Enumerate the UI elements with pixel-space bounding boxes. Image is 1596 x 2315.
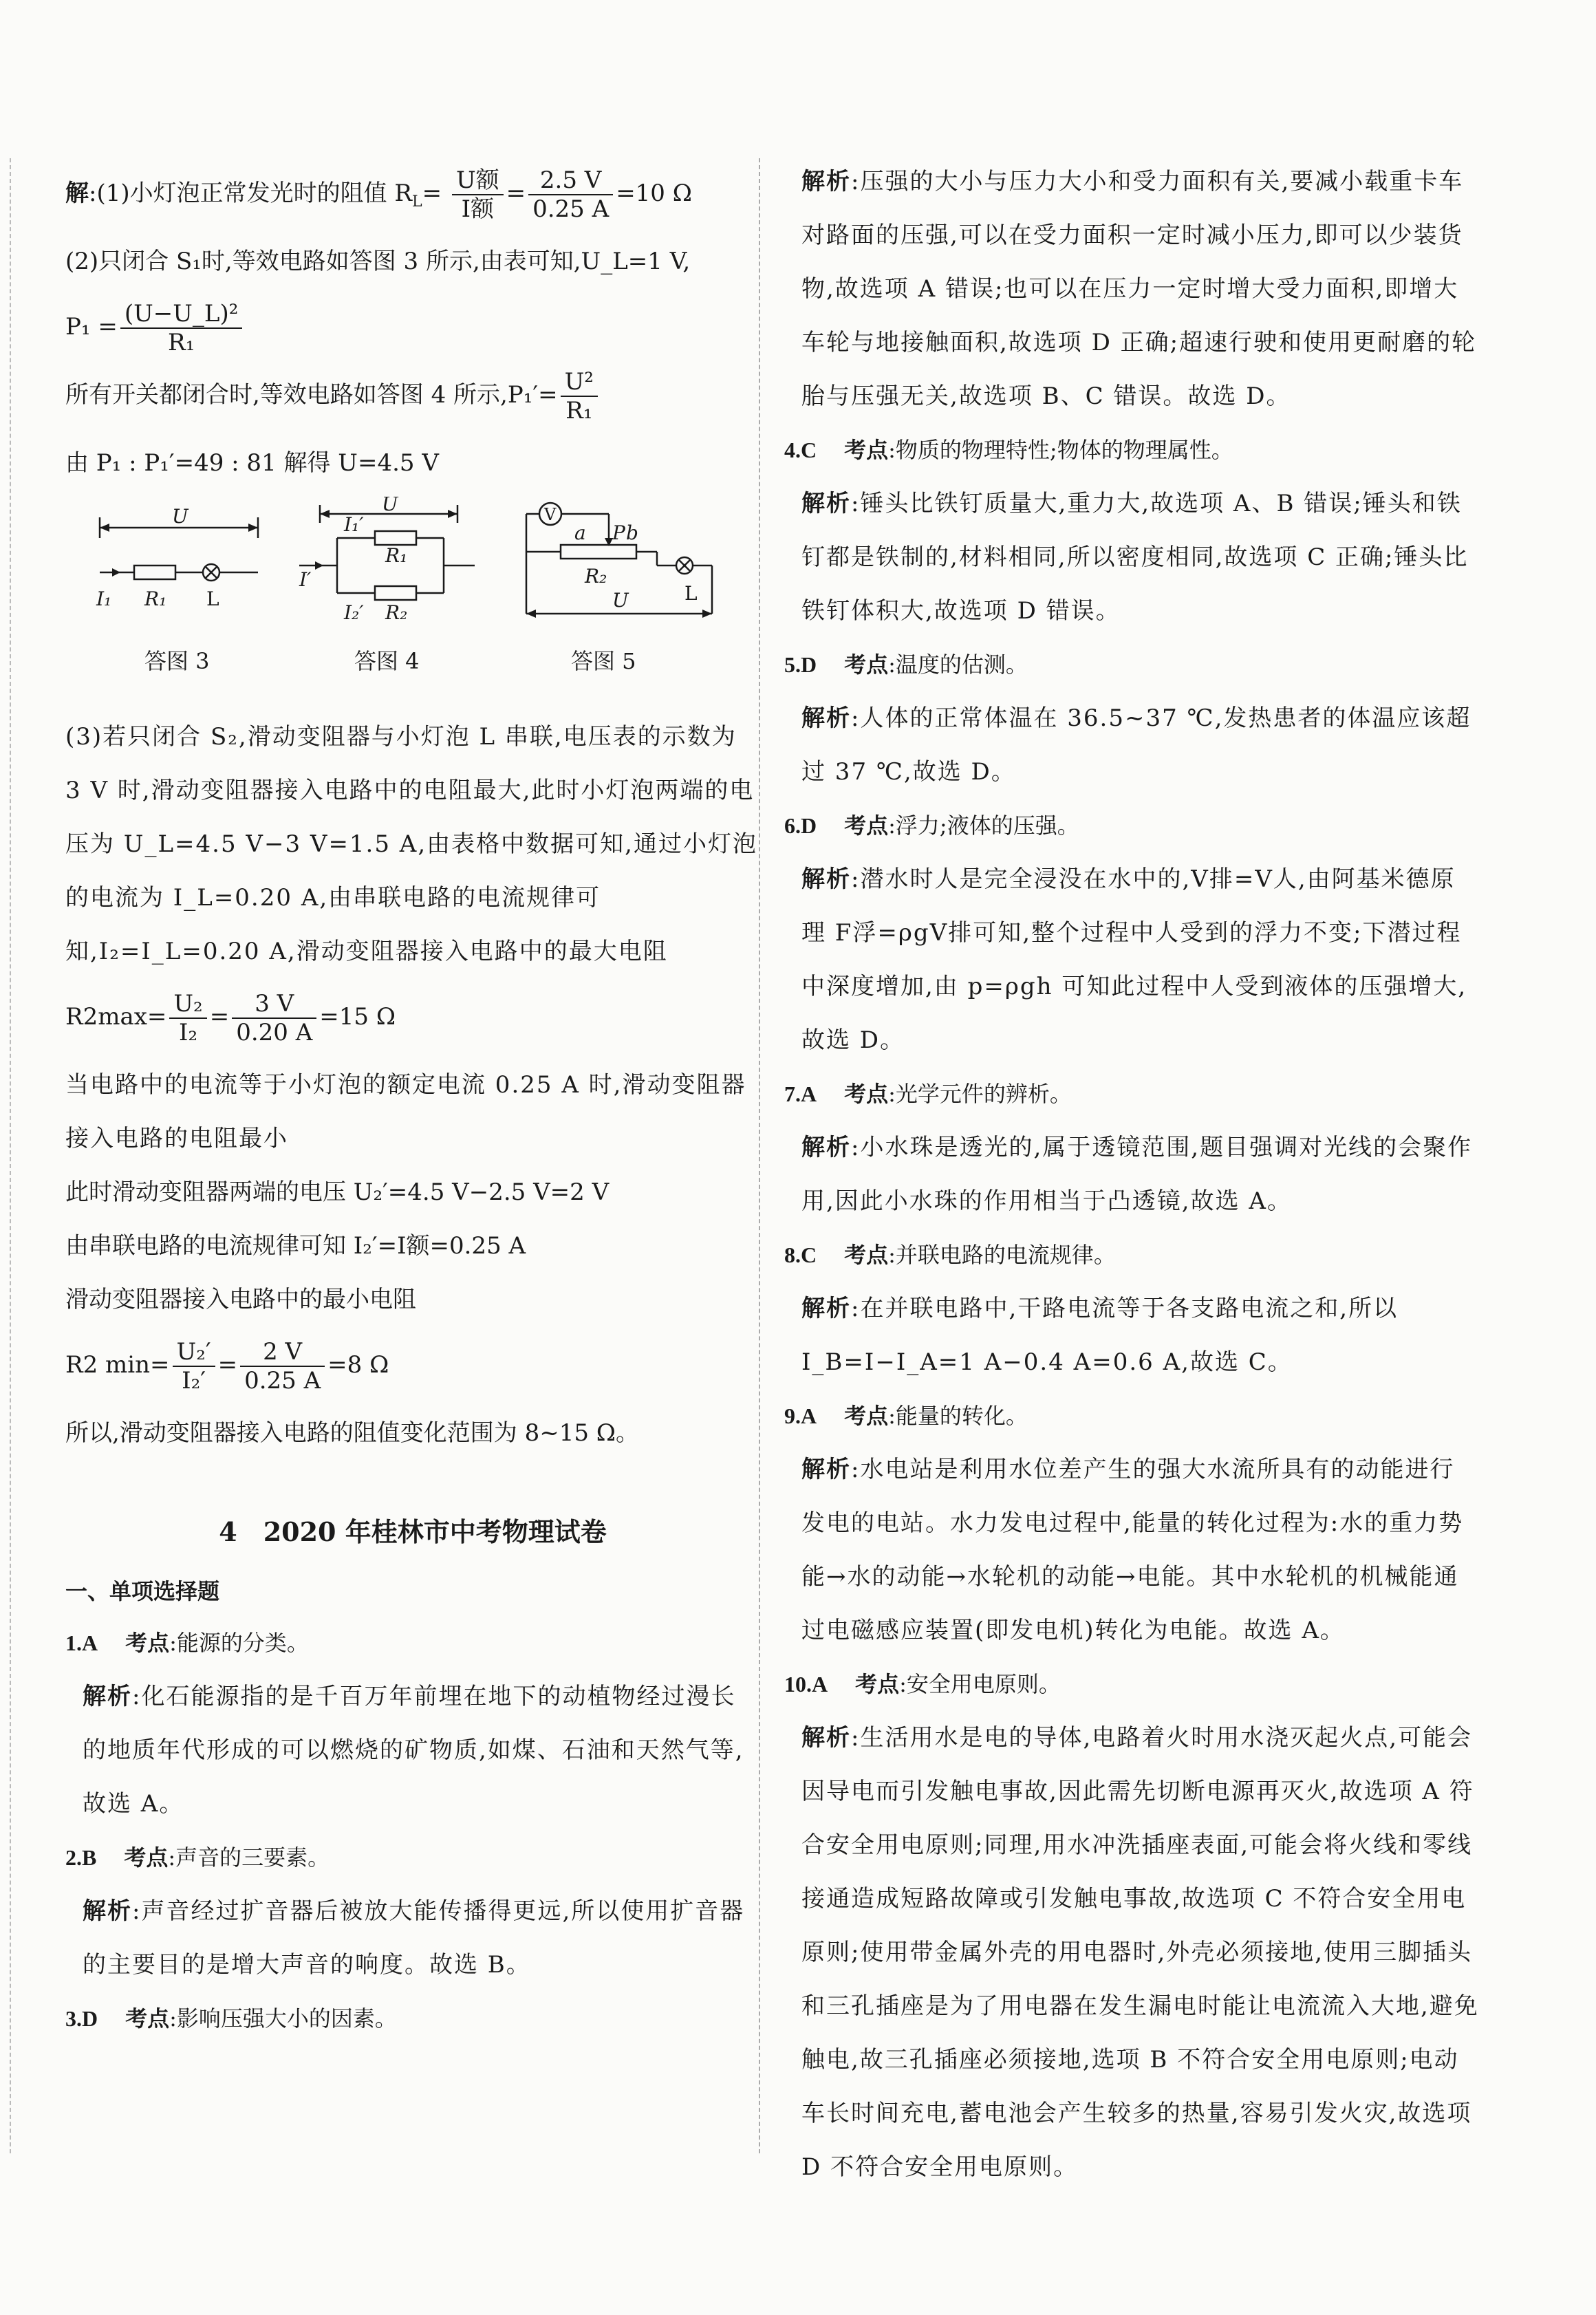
analysis-label: 解析 bbox=[801, 1456, 851, 1483]
question-1-analysis: 解析:化石能源指的是千百万年前埋在地下的动植物经过漫长的地质年代形成的可以燃烧的矿物质,如煤、石油和天然气等,故选 A。 bbox=[83, 1683, 744, 1818]
solution-para-6: 由串联电路的电流规律可知 I₂′=I额=0.25 A bbox=[65, 1232, 526, 1260]
keypoint-label: 考点 bbox=[844, 1403, 889, 1429]
result: =10 Ω bbox=[616, 180, 692, 207]
analysis-text: 人体的正常体温在 36.5~37 ℃,发热患者的体温应该超过 37 ℃,故选 D。 bbox=[801, 704, 1471, 786]
formula-p1 bbox=[65, 300, 760, 356]
formula-p1-prime bbox=[65, 368, 760, 424]
fig4-label-i2prime: I₂′ bbox=[344, 601, 364, 624]
result: =15 Ω bbox=[319, 1003, 396, 1031]
fig5-label-p: P bbox=[612, 521, 625, 544]
fraction bbox=[528, 166, 613, 223]
analysis-label: 解析 bbox=[801, 1295, 851, 1322]
fig4-label-iprime: I′ bbox=[299, 568, 312, 591]
question-7-analysis: 解析:小水珠是透光的,属于透镜范围,题目强调对光线的会聚作用,因此小水珠的作用相当于凸透镜,故选 A。 bbox=[801, 1134, 1473, 1215]
fig3-label-l: L bbox=[206, 588, 219, 610]
question-10-header bbox=[784, 1657, 1479, 1711]
solution-para-5: 此时滑动变阻器两端的电压 U₂′=4.5 V−2.5 V=2 V bbox=[65, 1178, 610, 1206]
fig4-label-u: U bbox=[382, 497, 398, 515]
analysis-text: 生活用水是电的导体,电路着火时用水浇灭起火点,可能会因导电而引发触电事故,因此需先切断电源再灭火,故选项 A 符合安全用电原则;同理,用水冲洗插座表面,可能会将火线和零线接通造成短路故障或引发触电事故,故选项 C 不符合安全用电原则;使用带金属外壳的用电器时,外壳必须接地,使用三脚插头和三孔插座是为了用电器在发生漏电时能让电流流入大地,避免触电,故三孔插座必须接地,选项 B 不符合安全用电原则;电动车长时间充电,蓄电池会产生较多的热量,容易引发火灾,故选项 D 不符合安全用电原则。 bbox=[801, 1724, 1479, 2181]
fig3-label-r1: R₁ bbox=[144, 588, 167, 610]
question-3-analysis: 解析:压强的大小与压力大小和受力面积有关,要减小载重卡车对路面的压强,可以在受力面积一定时减小压力,即可以少装货物,故选项 A 错误;也可以在压力一定时增大受力面积,即增大车轮与地接触面积,故选项 D 正确;超速行驶和使用更耐磨的轮胎与压强无关,故选项 B、C 错误。故选 D。 bbox=[801, 168, 1477, 410]
solution-line-2: (2)只闭合 S₁时,等效电路如答图 3 所示,由表可知,U_L=1 V, bbox=[65, 248, 691, 275]
question-7-header bbox=[784, 1067, 1479, 1121]
analysis-text: 水电站是利用水位差产生的强大水流所具有的动能进行发电的电站。水力发电过程中,能量的转化过程为:水的重力势能→水的动能→水轮机的动能→电能。其中水轮机的机械能通过电磁感应装置(即发电机)转化为电能。故选 A。 bbox=[801, 1456, 1464, 1644]
formula-r2max: R2max= $\frac{\text{U₂}}{\text{I₂}}$ = $\frac{3 V}{0.20 A}$ =15 Ω bbox=[65, 990, 396, 1046]
question-1-header bbox=[65, 1616, 760, 1670]
question-9-header bbox=[784, 1389, 1479, 1443]
keypoint-label: 考点 bbox=[844, 1081, 889, 1107]
lhs: R2max= bbox=[65, 1003, 167, 1031]
fig5-label-b: b bbox=[626, 521, 638, 544]
subscript: L bbox=[412, 193, 422, 211]
keypoint-text: :影响压强大小的因素。 bbox=[169, 2005, 397, 2032]
fig3-caption: 答图 3 bbox=[144, 648, 210, 674]
keypoint-text: :物质的物理特性;物体的物理属性。 bbox=[888, 437, 1233, 463]
keypoint-text: :能量的转化。 bbox=[888, 1403, 1028, 1429]
formula-r2min: R2 min= $\frac{\text{U₂′}}{\text{I₂′}}$ = $\frac{2 V}{0.25 A}$ =8 Ω bbox=[65, 1338, 389, 1395]
question-10-analysis: 解析:生活用水是电的导体,电路着火时用水浇灭起火点,可能会因导电而引发触电事故,因此需先切断电源再灭火,故选项 A 符合安全用电原则;同理,用水冲洗插座表面,可能会将火线和零线接通造成短路故障或引发触电事故,故选项 C 不符合安全用电原则;使用带金属外壳的用电器时,外壳必须接地,使用三脚插头和三孔插座是为了用电器在发生漏电时能让电流流入大地,避免触电,故三孔插座必须接地,选项 B 不符合安全用电原则;电动车长时间充电,蓄电池会产生较多的热量,容易引发火灾,故选项 D 不符合安全用电原则。 bbox=[801, 1724, 1479, 2181]
circuit-diagrams bbox=[93, 497, 726, 703]
keypoint-text: :能源的分类。 bbox=[169, 1630, 309, 1656]
arrowhead bbox=[112, 568, 120, 577]
numerator: 2 V bbox=[240, 1338, 325, 1367]
fraction bbox=[120, 300, 243, 356]
numerator: 2.5 V bbox=[528, 166, 613, 195]
keypoint-label: 考点 bbox=[125, 2005, 170, 2032]
denominator: R₁ bbox=[565, 397, 593, 424]
fig5-label-l: L bbox=[684, 582, 698, 605]
numerator: U₂ bbox=[169, 990, 206, 1019]
fraction bbox=[452, 166, 504, 223]
text: 所有开关都闭合时,等效电路如答图 4 所示,P₁′= bbox=[65, 381, 558, 409]
fraction bbox=[173, 1338, 215, 1395]
solution-para-3: (3)若只闭合 S₂,滑动变阻器与小灯泡 L 串联,电压表的示数为 3 V 时,滑动变阻器接入电路中的电阻最大,此时小灯泡两端的电压为 U_L=4.5 V−3 V=1.5 A,由表格中数据可知,通过小灯泡的电流为 I_L=0.20 A,由串联电路的电流规律可知,I₂=I_L=0.20 A,滑动变阻器接入电路中的最大电阻 bbox=[65, 723, 757, 965]
analysis-label: 解析 bbox=[83, 1683, 132, 1710]
numerator: (U−U_L)² bbox=[120, 300, 243, 329]
keypoint-label: 考点 bbox=[844, 812, 889, 839]
denominator: R₁ bbox=[167, 329, 195, 356]
denominator: I₂′ bbox=[182, 1367, 206, 1395]
analysis-label: 解析 bbox=[801, 490, 851, 517]
answer-label: 解 bbox=[65, 180, 89, 207]
exam-title: 4 2020 年桂林市中考物理试卷 bbox=[219, 1516, 607, 1547]
analysis-label: 解析 bbox=[801, 865, 851, 893]
question-5-header bbox=[784, 638, 1479, 691]
fraction bbox=[240, 1338, 325, 1395]
numerator: 3 V bbox=[232, 990, 316, 1019]
margin-line bbox=[10, 158, 11, 2153]
analysis-label: 解析 bbox=[801, 1724, 851, 1752]
question-number: 7.A bbox=[784, 1081, 817, 1106]
solution-para-4: 当电路中的电流等于小灯泡的额定电流 0.25 A 时,滑动变阻器接入电路的电阻最小 bbox=[65, 1071, 746, 1152]
analysis-text: 化石能源指的是千百万年前埋在地下的动植物经过漫长的地质年代形成的可以燃烧的矿物质,如煤、石油和天然气等,故选 A。 bbox=[83, 1683, 744, 1818]
solution-line-1: 解:(1)小灯泡正常发光时的阻值 $R_L=$ $\frac{\text{U额}}{\text{I额}}$ = $\frac{2.5 V}{0.25 A}$ =10 Ω bbox=[65, 166, 692, 223]
arrowhead bbox=[320, 510, 330, 518]
question-8-header bbox=[784, 1228, 1479, 1282]
fraction bbox=[169, 990, 206, 1046]
denominator: I额 bbox=[461, 195, 494, 223]
question-8-analysis: 解析:在并联电路中,干路电流等于各支路电流之和,所以 I_B=I−I_A=1 A−0.4 A=0.6 A,故选 C。 bbox=[801, 1295, 1399, 1376]
analysis-text: 锤头比铁钉质量大,重力大,故选项 A、B 错误;锤头和铁钉都是铁制的,材料相同,所以密度相同,故选项 C 正确;锤头比铁钉体积大,故选项 D 错误。 bbox=[801, 490, 1469, 625]
question-9-analysis: 解析:水电站是利用水位差产生的强大水流所具有的动能进行发电的电站。水力发电过程中,能量的转化过程为:水的重力势能→水的动能→水轮机的动能→电能。其中水轮机的机械能通过电磁感应装置(即发电机)转化为电能。故选 A。 bbox=[801, 1456, 1464, 1644]
question-2-analysis: 解析:声音经过扩音器后被放大能传播得更远,所以使用扩音器的主要目的是增大声音的响度。故选 B。 bbox=[83, 1897, 745, 1979]
analysis-label: 解析 bbox=[801, 1134, 851, 1161]
keypoint-label: 考点 bbox=[855, 1671, 900, 1697]
question-number: 5.D bbox=[784, 652, 817, 677]
solution-line-5: 由 P₁ : P₁′=49 : 81 解得 U=4.5 V bbox=[65, 449, 439, 477]
analysis-text: 小水珠是透光的,属于透镜范围,题目强调对光线的会聚作用,因此小水珠的作用相当于凸透镜,故选 A。 bbox=[801, 1134, 1473, 1215]
lhs: R2 min= bbox=[65, 1351, 170, 1379]
question-5-analysis: 解析:人体的正常体温在 36.5~37 ℃,发热患者的体温应该超过 37 ℃,故选 D。 bbox=[801, 704, 1471, 786]
keypoint-text: :并联电路的电流规律。 bbox=[888, 1242, 1116, 1268]
solution-para-7: 滑动变阻器接入电路中的最小电阻 bbox=[65, 1286, 416, 1313]
arrowhead bbox=[702, 610, 712, 618]
arrowhead bbox=[526, 610, 536, 618]
keypoint-text: :声音的三要素。 bbox=[168, 1844, 330, 1871]
solution-para-8: 所以,滑动变阻器接入电路的阻值变化范围为 8~15 Ω。 bbox=[65, 1419, 639, 1447]
fig4-caption: 答图 4 bbox=[354, 648, 420, 674]
fig5-label-a: a bbox=[574, 521, 586, 544]
analysis-label: 解析 bbox=[801, 168, 851, 195]
arrowhead bbox=[248, 524, 258, 532]
question-number: 3.D bbox=[65, 2006, 98, 2031]
question-number: 10.A bbox=[784, 1672, 828, 1697]
question-3-header bbox=[65, 1992, 760, 2045]
arrowhead bbox=[448, 510, 457, 518]
question-number: 9.A bbox=[784, 1403, 817, 1428]
fig5-label-v: V bbox=[544, 505, 557, 524]
fig4-resistor-r2 bbox=[375, 586, 416, 600]
question-2-header bbox=[65, 1831, 760, 1884]
keypoint-label: 考点 bbox=[844, 437, 889, 463]
denominator: 0.20 A bbox=[236, 1019, 313, 1046]
fig3-label-i1: I₁ bbox=[96, 588, 112, 610]
question-number: 8.C bbox=[784, 1242, 817, 1267]
keypoint-text: :安全用电原则。 bbox=[899, 1671, 1061, 1697]
keypoint-text: :光学元件的辨析。 bbox=[888, 1081, 1072, 1107]
arrowhead bbox=[315, 561, 323, 570]
equals: = bbox=[422, 180, 442, 207]
fig4-label-r1: R₁ bbox=[385, 544, 408, 567]
fraction bbox=[232, 990, 316, 1046]
question-number: 6.D bbox=[784, 813, 817, 838]
keypoint-label: 考点 bbox=[844, 1242, 889, 1268]
fig4-label-i1prime: I₁′ bbox=[344, 513, 364, 536]
fig5-label-u: U bbox=[612, 589, 629, 612]
fig5-caption: 答图 5 bbox=[571, 648, 636, 674]
numerator: U₂′ bbox=[173, 1338, 215, 1367]
right-column bbox=[784, 155, 1479, 2194]
text: :(1)小灯泡正常发光时的阻值 R bbox=[89, 180, 413, 207]
section-heading: 一、单项选择题 bbox=[65, 1578, 220, 1604]
denominator: 0.25 A bbox=[244, 1367, 321, 1395]
analysis-label: 解析 bbox=[801, 704, 851, 732]
circuit-figures bbox=[65, 497, 760, 703]
question-number: 2.B bbox=[65, 1845, 97, 1870]
keypoint-text: :浮力;液体的压强。 bbox=[888, 812, 1079, 839]
question-6-header bbox=[784, 799, 1479, 852]
question-4-header bbox=[784, 423, 1479, 477]
analysis-text: 声音经过扩音器后被放大能传播得更远,所以使用扩音器的主要目的是增大声音的响度。故选 B。 bbox=[83, 1897, 745, 1979]
fig5-label-r2: R₂ bbox=[585, 565, 607, 588]
keypoint-label: 考点 bbox=[125, 1630, 170, 1656]
arrowhead bbox=[100, 524, 109, 532]
analysis-text: 压强的大小与压力大小和受力面积有关,要减小载重卡车对路面的压强,可以在受力面积一定时减小压力,即可以少装货物,故选项 A 错误;也可以在压力一定时增大受力面积,即增大车轮与地接触面积,故选项 D 正确;超速行驶和使用更耐磨的轮胎与压强无关,故选项 B、C 错误。故选 D。 bbox=[801, 168, 1477, 410]
question-number: 4.C bbox=[784, 438, 817, 462]
keypoint-label: 考点 bbox=[844, 652, 889, 678]
numerator: U² bbox=[561, 368, 598, 397]
analysis-label: 解析 bbox=[83, 1897, 132, 1925]
numerator: U额 bbox=[452, 166, 504, 195]
fig3-resistor-r1 bbox=[134, 566, 175, 579]
analysis-text: 在并联电路中,干路电流等于各支路电流之和,所以 I_B=I−I_A=1 A−0.4 A=0.6 A,故选 C。 bbox=[801, 1295, 1399, 1376]
question-number: 1.A bbox=[65, 1630, 98, 1655]
analysis-text: 潜水时人是完全浸没在水中的,V排=V人,由阿基米德原理 F浮=ρgV排可知,整个过程中人受到的浮力不变;下潜过程中深度增加,由 p=ρgh 可知此过程中人受到液体的压强增大,故选 D。 bbox=[801, 865, 1467, 1054]
fig5-rheostat-r2 bbox=[561, 545, 636, 559]
fig4-resistor-r1 bbox=[375, 531, 416, 545]
denominator: 0.25 A bbox=[532, 195, 610, 223]
question-6-analysis: 解析:潜水时人是完全浸没在水中的,V排=V人,由阿基米德原理 F浮=ρgV排可知,整个过程中人受到的浮力不变;下潜过程中深度增加,由 p=ρgh 可知此过程中人受到液体的压强增大,故选 D。 bbox=[801, 865, 1467, 1054]
result: =8 Ω bbox=[327, 1351, 389, 1379]
keypoint-label: 考点 bbox=[124, 1844, 169, 1871]
fig3-label-u: U bbox=[172, 505, 188, 528]
question-4-analysis: 解析:锤头比铁钉质量大,重力大,故选项 A、B 错误;锤头和铁钉都是铁制的,材料相同,所以密度相同,故选项 C 正确;锤头比铁钉体积大,故选项 D 错误。 bbox=[801, 490, 1469, 625]
lhs: P₁ = bbox=[65, 313, 118, 341]
fig4-label-r2: R₂ bbox=[385, 601, 408, 624]
left-column bbox=[65, 155, 760, 2045]
denominator: I₂ bbox=[179, 1019, 198, 1046]
fraction bbox=[561, 368, 598, 424]
keypoint-text: :温度的估测。 bbox=[888, 652, 1028, 678]
